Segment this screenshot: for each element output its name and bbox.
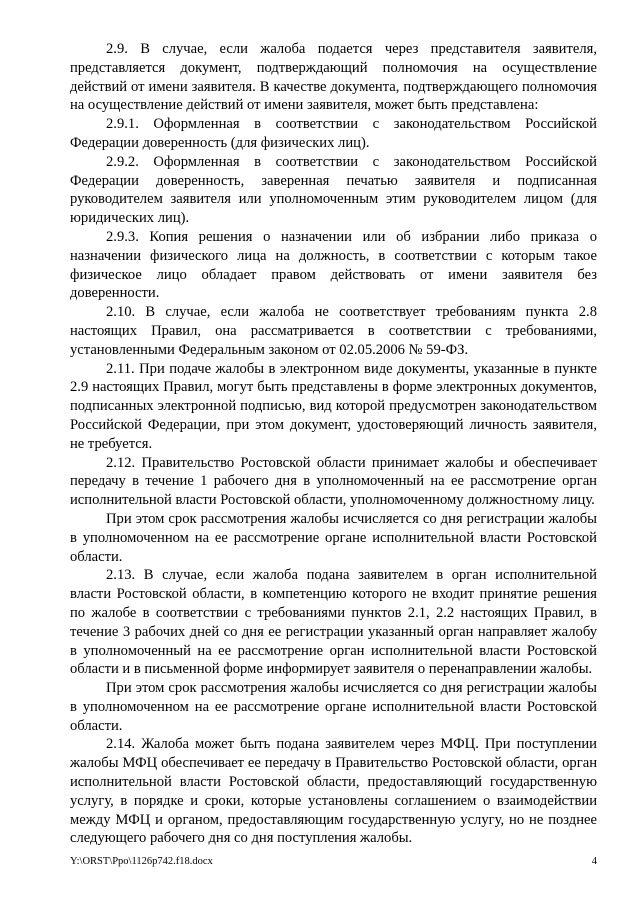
document-body <box>70 40 597 848</box>
footer-file-path: Y:\ORST\Ppo\1126p742.f18.docx <box>70 856 213 867</box>
paragraph-2-10: 2.10. В случае, если жалоба не соответствует требованиям пункта 2.8 настоящих Правил, она рассматривается в соответствии с требованиями, установленными Федеральным законом от 02.05.2006 № 59-ФЗ. <box>70 304 597 358</box>
paragraph-2-9: 2.9. В случае, если жалоба подается через представителя заявителя, представляется документ, подтверждающий полномочия на осуществление действий от имени заявителя. В качестве документа, подтверждающего полномочия на осуществление действий от имени заявителя, может быть представлена: <box>70 41 597 114</box>
paragraph-2-13: 2.13. В случае, если жалоба подана заявителем в орган исполнительной власти Ростовской области, в компетенцию которого не входит принятие решения по жалобе в соответствии с требованиями пунктов 2.1, 2.2 настоящих Правил, в течение 3 рабочих дней со дня ее регистрации указанный орган направляет жалобу в уполномоченный на ее рассмотрение орган исполнительной власти Ростовской области и в письменной форме информирует заявителя о перенаправлении жалобы. <box>70 567 597 678</box>
paragraph-2-12: 2.12. Правительство Ростовской области принимает жалобы и обеспечивает передачу в течение 1 рабочего дня в уполномоченный на ее рассмотрение орган исполнительной власти Ростовской области, уполномоченному должностному лицу. <box>70 454 597 509</box>
paragraph-2-9-3: 2.9.3. Копия решения о назначении или об избрании либо приказа о назначении физического лица на должность, в соответствии с которым такое физическое лицо обладает правом действовать от имени заявителя без доверенности. <box>70 228 597 302</box>
footer-page-number: 4 <box>591 856 597 867</box>
paragraph-2-12-note: При этом срок рассмотрения жалобы исчисляется со дня регистрации жалобы в уполномоченном на ее рассмотрение органе исполнительной власти Ростовской области. <box>70 510 597 565</box>
paragraph-2-14: 2.14. Жалоба может быть подана заявителем через МФЦ. При поступлении жалобы МФЦ обеспечивает ее передачу в Правительство Ростовской области, орган исполнительной власти Ростовской области, предоставляющий государственную услугу, в порядке и сроки, которые установлены соглашением о взаимодействии между МФЦ и органом, предоставляющим государственную услугу, но не позднее следующего рабочего дня со дня поступления жалобы. <box>70 736 597 847</box>
paragraph-2-9-2: 2.9.2. Оформленная в соответствии с законодательством Российской Федерации доверенность, заверенная печатью заявителя и подписанная руководителем заявителя или уполномоченным этим руководителем лицом (для юридических лиц). <box>70 153 597 227</box>
paragraph-2-9-1: 2.9.1. Оформленная в соответствии с законодательством Российской Федерации доверенность (для физических лиц). <box>70 116 597 151</box>
paragraph-2-11: 2.11. При подаче жалобы в электронном виде документы, указанные в пункте 2.9 настоящих Правил, могут быть представлены в форме электронных документов, подписанных электронной подписью, вид которой предусмотрен законодательством Российской Федерации, при этом документ, удостоверяющий личность заявителя, не требуется. <box>70 360 597 452</box>
paragraph-2-13-note: При этом срок рассмотрения жалобы исчисляется со дня регистрации жалобы в уполномоченном на ее рассмотрение органе исполнительной власти Ростовской области. <box>70 680 597 734</box>
